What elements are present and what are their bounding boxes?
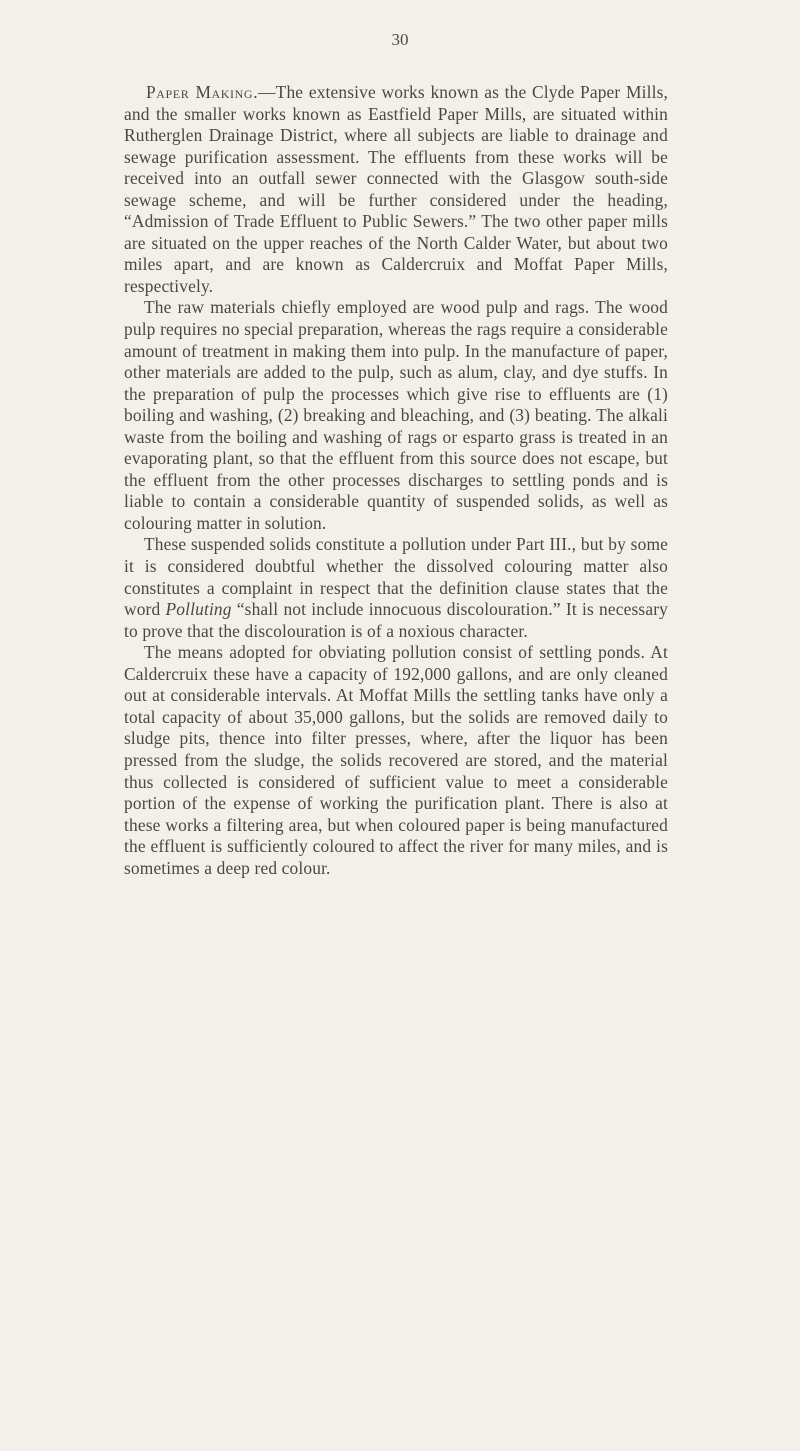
paragraph-paper-making bbox=[124, 82, 668, 297]
paragraph-text: “shall not include innocuous discolouration.” It is necessary to prove that the discolouration is of a noxious character. bbox=[124, 599, 669, 641]
paragraph-raw-materials: The raw materials chiefly employed are wood pulp and rags. The wood pulp requires no special preparation, whereas the rags require a considerable amount of treatment in making them into pulp. In the manufacture of paper, other materials are added to the pulp, such as alum, clay, and dye stuffs. In the preparation of pulp the processes which give rise to effluents are (1) boiling and washing, (2) breaking and bleaching, and (3) beating. The alkali waste from the boiling and washing of rags or esparto grass is treated in an evaporating plant, so that the effluent from this source does not escape, but the effluent from the other processes discharges to settling ponds and is liable to contain a considerable quantity of suspended solids, as well as colouring matter in solution. bbox=[124, 297, 668, 533]
paragraph-settling-ponds: The means adopted for obviating pollution consist of settling ponds. At Caldercruix these have a capacity of 192,000 gallons, and are only cleaned out at considerable intervals. At Moffat Mills the settling tanks have only a total capacity of about 35,000 gallons, but the solids are removed daily to sludge pits, thence into filter presses, where, after the liquor has been pressed from the sludge, the solids recovered are stored, and the material thus collected is considered of sufficient value to meet a considerable portion of the expense of working the purification plant. There is also at these works a filtering area, but when coloured paper is being manufactured the effluent is sufficiently coloured to affect the river for many miles, and is sometimes a deep red colour. bbox=[124, 642, 668, 878]
paragraph-text: These suspended solids constitute a pollution under Part III., but by some it is considered doubtful whether the dissolved colouring matter also constitutes a complaint in respect that the definition clause states that the word bbox=[124, 534, 668, 620]
paragraph-suspended-solids bbox=[124, 534, 668, 642]
section-heading: Paper Making. bbox=[146, 82, 259, 102]
italic-term: Polluting bbox=[165, 599, 232, 620]
page-number: 30 bbox=[391, 30, 409, 49]
document-body bbox=[124, 82, 668, 879]
paragraph-text: —The extensive works known as the Clyde Paper Mills, and the smaller works known as Eastfield Paper Mills, are situated within Rutherglen Drainage District, where all subjects are liable to drainage and sewage purification assessment. The effluents from these works will be received into an outfall sewer connected with the Glasgow south-side sewage scheme, and will be further considered under the heading, “Admission of Trade Effluent to Public Sewers.” The two other paper mills are situated on the upper reaches of the North Calder Water, but about two miles apart, and are known as Caldercruix and Moffat Paper Mills, respectively. bbox=[124, 82, 668, 296]
